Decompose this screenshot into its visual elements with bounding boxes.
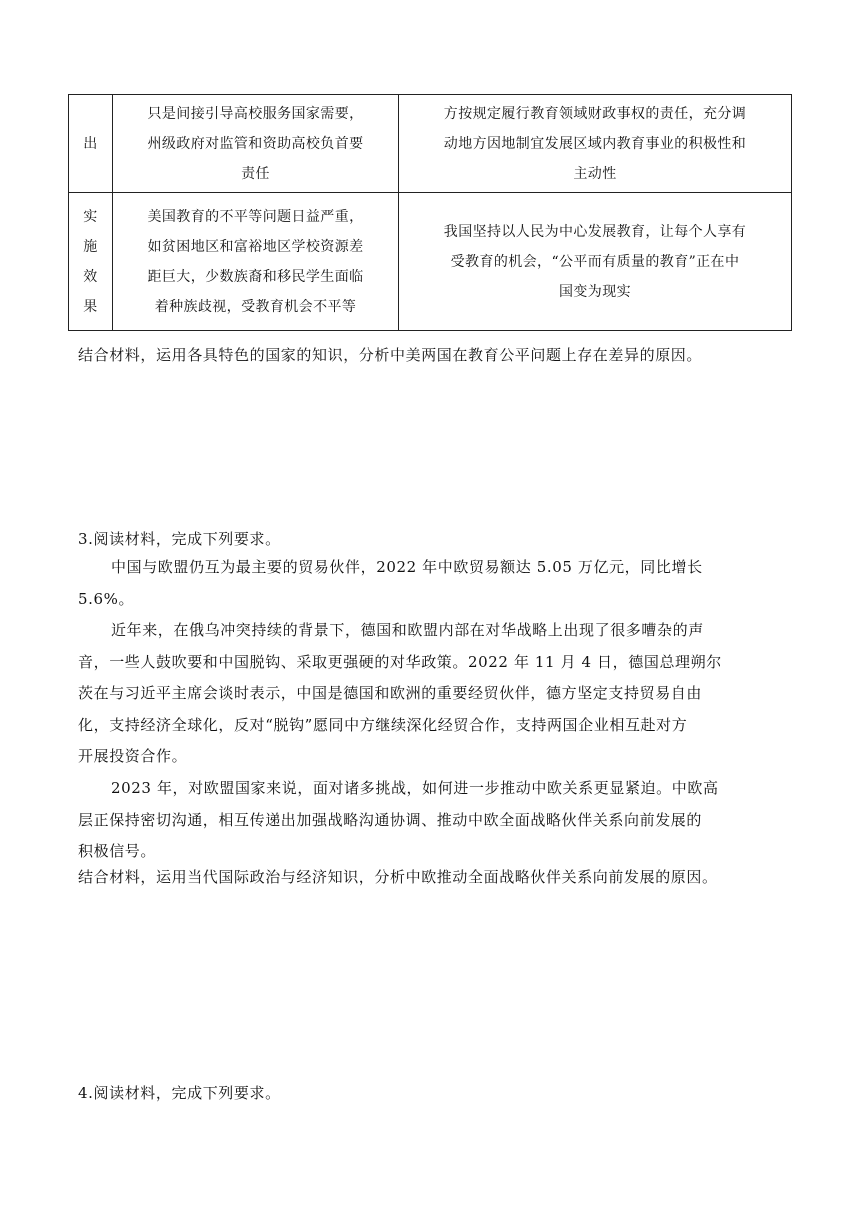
para-line: 开展投资合作。: [78, 747, 188, 765]
comparison-table: [68, 94, 792, 331]
para-line: 层正保持密切沟通，相互传递出加强战略沟通协调、推动中欧全面战略伙伴关系向前发展的: [78, 810, 703, 829]
q3-paragraph-2: [78, 615, 778, 773]
row-label-char: 施: [83, 238, 98, 255]
cell-line: 方按规定履行教育领域财政事权的责任，充分调: [443, 105, 747, 122]
cell-line: 受教育的机会，“公平而有质量的教育”正在中: [450, 253, 740, 270]
para-line: 积极信号。: [78, 842, 157, 860]
cell-line: 国变为现实: [559, 283, 631, 300]
para-line: 音，一些人鼓吹要和中国脱钩、采取更强硬的对华政策。2022 年 11 月 4 日，德国总理朔尔: [78, 652, 722, 671]
row-label-cell: [69, 193, 113, 331]
q3-heading: 3.阅读材料，完成下列要求。: [78, 530, 281, 548]
cell-line: 如贫困地区和富裕地区学校资源差: [147, 238, 364, 255]
cell-line: 动地方因地制宜发展区域内教育事业的积极性和: [443, 135, 747, 152]
cn-cell: [399, 95, 792, 193]
para-line: 2023 年，对欧盟国家来说，面对诸多挑战，如何进一步推动中欧关系更显紧迫。中欧高: [111, 779, 719, 797]
cell-line: 主动性: [573, 165, 617, 182]
para-line: 近年来，在俄乌冲突持续的背景下，德国和欧盟内部在对华战略上出现了很多嘈杂的声: [111, 621, 704, 639]
cell-line: 我国坚持以人民为中心发展教育，让每个人享有: [443, 223, 747, 240]
cell-line: 距巨大，少数族裔和移民学生面临: [147, 268, 364, 285]
us-cell: [113, 95, 399, 193]
table-row: [69, 193, 792, 331]
cn-cell: [399, 193, 792, 331]
cell-line: 州级政府对监管和资助高校负首要: [147, 135, 364, 152]
q3-prompt: 结合材料，运用当代国际政治与经济知识，分析中欧推动全面战略伙伴关系向前发展的原因。: [78, 868, 718, 886]
para-line: 茨在与习近平主席会谈时表示，中国是德国和欧洲的重要经贸伙伴，德方坚定支持贸易自由: [78, 684, 703, 702]
cell-line: 责任: [241, 165, 270, 182]
cell-line: 着种族歧视，受教育机会不平等: [154, 298, 357, 315]
q3-paragraph-3: [78, 773, 778, 868]
q3-paragraph-1: [78, 552, 778, 615]
row-label-char: 实: [83, 208, 98, 225]
q4-heading: 4.阅读材料，完成下列要求。: [78, 1084, 281, 1102]
row-label-char: 果: [83, 298, 98, 315]
para-line: 中国与欧盟仍互为最主要的贸易伙伴，2022 年中欧贸易额达 5.05 万亿元，同比增长: [111, 558, 703, 576]
cell-line: 美国教育的不平等问题日益严重，: [147, 208, 364, 225]
row-label-char: 效: [83, 268, 98, 285]
us-cell: [113, 193, 399, 331]
q2-prompt: 结合材料，运用各具特色的国家的知识，分析中美两国在教育公平问题上存在差异的原因。: [78, 346, 703, 364]
row-label-cell: [69, 95, 113, 193]
table-row: [69, 95, 792, 193]
para-line: 化，支持经济全球化，反对“脱钩”愿同中方继续深化经贸合作，支持两国企业相互赴对方: [78, 715, 688, 734]
para-line: 5.6%。: [78, 589, 135, 608]
row-label-char: 出: [83, 135, 98, 152]
cell-line: 只是间接引导高校服务国家需要，: [147, 105, 364, 122]
